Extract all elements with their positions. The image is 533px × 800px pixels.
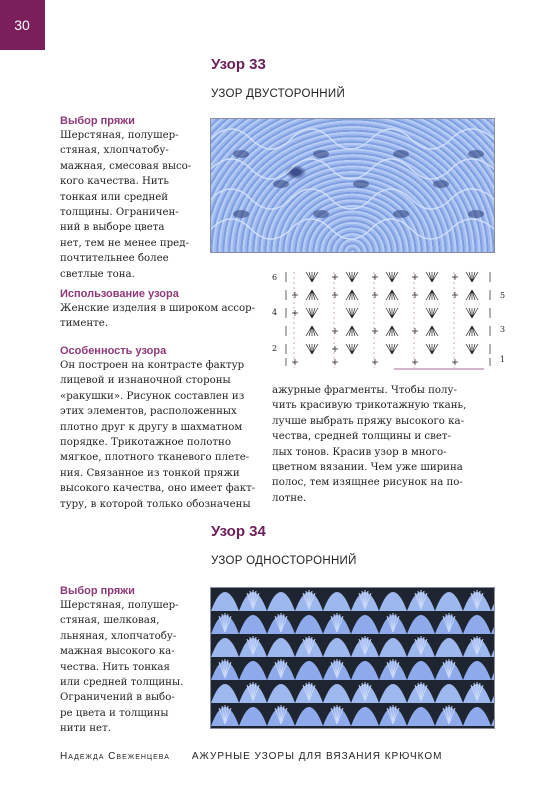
row-num-5: 5 [500, 291, 506, 300]
row-num-2: 2 [272, 344, 278, 353]
diagram-row-5 [286, 290, 490, 300]
page-number: 30 [14, 17, 30, 33]
row-num-1: 1 [500, 355, 506, 364]
diagram-row-1 [286, 358, 490, 366]
shell-texture [211, 119, 494, 252]
diagram-row-2 [286, 344, 490, 354]
pattern-34-subtitle: УЗОР ОДНОСТОРОННИЙ [211, 555, 357, 567]
pattern-33-title: Узор 33 [211, 56, 266, 73]
diagram-row-6 [286, 272, 490, 282]
yarn-text-34: Шерстяная, полушер- стяная, шелковая, льняная, хлопчатобу- мажная высокого ка- чества. Нить тонкая или средней толщины. Ограничений в выбо- ре цвета и толщины нити нет. [60, 600, 184, 735]
pattern-33-subtitle: УЗОР ДВУСТОРОННИЙ [211, 88, 346, 100]
yarn-heading-34: Выбор пряжи [60, 585, 135, 597]
pattern-33-photo [210, 118, 495, 253]
diagram-symbols [286, 272, 490, 366]
diagram-repeat-marks [294, 272, 484, 369]
use-text: Женские изделия в широком ассор- тименте. [60, 303, 256, 330]
page-number-box [0, 0, 44, 50]
pattern-33-use-block [60, 288, 272, 332]
page-marker-line [44, 0, 45, 50]
pattern-34-title: Узор 34 [211, 523, 266, 540]
yarn-text: Шерстяная, полушер- стяная, хлопчатобу- мажная, смесовая высо- кого качества. Нить тонкая или средней толщины. Ограничен- ний в выборе цвета нет, тем не менее пред- почтительнее более светлые тона. [60, 130, 192, 280]
use-heading: Использование узора [60, 288, 179, 300]
pattern-33-feature-block [60, 345, 272, 512]
feature-heading: Особенность узора [60, 345, 167, 357]
lace-texture [211, 588, 494, 728]
diagram-row-4 [286, 308, 490, 318]
feature-text-continued: ажурные фрагменты. Чтобы полу- чить красивую трикотажную ткань, лучше выбрать пряжу высокого ка- чества, средней толщины и свет- лых тонов. Красив узор в много- цветном вязании. Чем уже ширина полос, тем изящнее рисунок на по- лотне. [272, 385, 467, 504]
footer-book-title: АЖУРНЫЕ УЗОРЫ ДЛЯ ВЯЗАНИЯ КРЮЧКОМ [191, 751, 443, 762]
pattern-33-yarn-block [60, 115, 200, 282]
diagram-row-3 [286, 326, 490, 336]
footer-author: Надежда Свеженцева [60, 751, 170, 762]
feature-text: Он построен на контрасте фактур лицевой и изнаночной стороны «ракушки». Рисунок составлен из этих элементов, расположенных плотно друг к другу в шахматном порядке. Трикотажное полотно мягкое, плотного тканевого плете- ния. Связанное из тонкой пряжи высокого качества, оно имеет факт- туру, в которой только обозначены [60, 360, 256, 510]
pattern-34-photo [210, 587, 495, 729]
row-num-3: 3 [500, 325, 506, 334]
yarn-heading: Выбор пряжи [60, 115, 135, 127]
row-num-6: 6 [272, 273, 278, 282]
crochet-diagram [272, 270, 512, 370]
pattern-34-yarn-block [60, 585, 200, 737]
pattern-33-feature-continued [272, 383, 502, 506]
page-footer [60, 751, 442, 762]
row-num-4: 4 [272, 308, 278, 317]
